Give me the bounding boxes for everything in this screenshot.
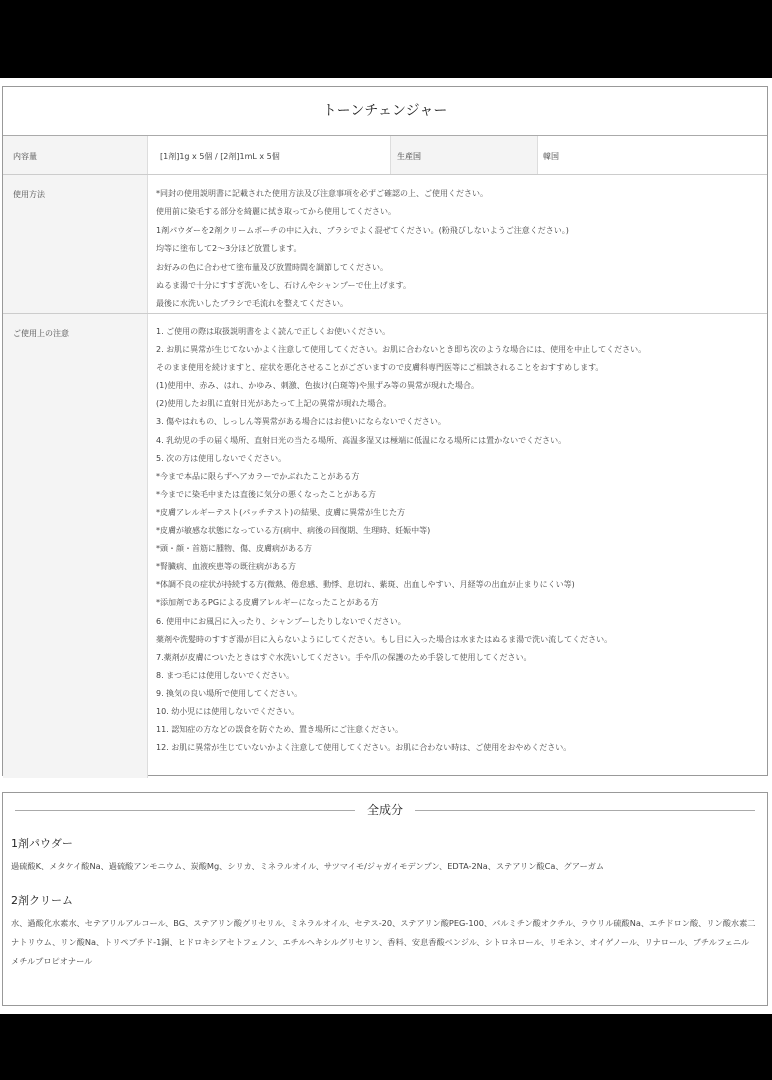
- caution-line: 4. 乳幼児の手の届く場所、直射日光の当たる場所、高温多湿又は極端に低温になる場所には置かないでください。: [156, 435, 567, 445]
- product-title: トーンチェンジャー: [3, 87, 767, 136]
- caution-line: 10. 幼小児には使用しないでください。: [156, 706, 300, 716]
- usage-line: 1剤パウダーを2剤クリームポーチの中に入れ、ブラシでよく混ぜてください。(粉飛びしないようご注意ください。): [156, 225, 569, 235]
- caution-line: *添加剤であるPGによる皮膚アレルギーになったことがある方: [156, 598, 379, 608]
- volume-value: [1剤]1g x 5個 / [2剤]1mL x 5個: [160, 152, 280, 161]
- cream-ingredients: 水、過酸化水素水、セテアリルアルコール、BG、ステアリン酸グリセリル、ミネラルオイル、セテス-20、ステアリン酸PEG-100、パルミチン酸オクチル、ラウリル硫酸Na、エチドロン酸、リン酸水素二ナトリウム、リン酸Na、トリペプチド-1銅、ヒドロキシアセトフェノン、エチルヘキシルグリセリン、香料、安息香酸ベンジル、シトロネロール、リモネン、オイゲノール、リナロール、ブチルフェニルメチルプロピオナール: [11, 918, 756, 966]
- product-page: [0, 78, 772, 1014]
- ingredients-box: [2, 792, 768, 1006]
- origin-value: 韓国: [543, 152, 559, 161]
- caution-line: 7.薬剤が皮膚についたときはすぐ水洗いしてください。手や爪の保護のため手袋して使用してください。: [156, 652, 532, 662]
- volume-row: [3, 136, 767, 175]
- powder-ingredients: 過硫酸K、メタケイ酸Na、過硫酸アンモニウム、炭酸Mg、シリカ、ミネラルオイル、サツマイモ/ジャガイモデンプン、EDTA-2Na、ステアリン酸Ca、グアーガム: [11, 861, 605, 871]
- top-black-bar: [0, 0, 772, 78]
- caution-line: 8. まつ毛には使用しないでください。: [156, 670, 295, 680]
- bottom-black-bar: [0, 1014, 772, 1080]
- caution-line: 1. ご使用の際は取扱説明書をよく読んで正しくお使いください。: [156, 327, 391, 336]
- caution-line: *皮膚アレルギーテスト(パッチテスト)の結果、皮膚に異常が生じた方: [156, 507, 406, 517]
- caution-line: 6. 使用中にお風呂に入ったり、シャンプーしたりしないでください。: [156, 616, 406, 626]
- caution-line: (1)使用中、赤み、はれ、かゆみ、刺激、色抜け(白斑等)や黒ずみ等の異常が現れた場合。: [156, 381, 480, 391]
- caution-line: 3. 傷やはれもの、しっしん等異常がある場合にはお使いにならないでください。: [156, 417, 446, 427]
- caution-line: そのまま使用を続けますと、症状を悪化させることがございますので皮膚科専門医等にご相談されることをおすすめします。: [156, 363, 604, 373]
- caution-line: 11. 認知症の方などの誤食を防ぐため、置き場所にご注意ください。: [156, 725, 403, 735]
- usage-line: お好みの色に合わせて塗布量及び放置時間を調節してください。: [156, 262, 388, 272]
- header-rule-right: [415, 810, 755, 811]
- cream-title: 2剤クリーム: [11, 894, 73, 907]
- caution-line: *頭・顔・首筋に腫物、傷、皮膚病がある方: [156, 544, 312, 554]
- usage-line: 使用前に染毛する部分を綺麗に拭き取ってから使用してください。: [156, 207, 396, 217]
- usage-row: [3, 175, 767, 314]
- powder-title: 1剤パウダー: [11, 837, 73, 850]
- caution-line: *今まで本品に限らずヘアカラーでかぶれたことがある方: [156, 471, 360, 481]
- usage-line: 均等に塗布して2～3分ほど放置します。: [156, 244, 302, 254]
- header-rule-left: [15, 810, 355, 811]
- caution-text: [148, 314, 767, 757]
- usage-line: ぬるま湯で十分にすすぎ洗いをし、石けんやシャンプーで仕上げます。: [156, 280, 412, 290]
- caution-line: 5. 次の方は使用しないでください。: [156, 453, 287, 463]
- caution-line: *体調不良の症状が持続する方(微熱、倦怠感、動悸、息切れ、紫斑、出血しやすい、月経等の出血が止まりにくい等): [156, 580, 575, 590]
- volume-label: 内容量: [3, 136, 148, 174]
- caution-line: 9. 換気の良い場所で使用してください。: [156, 688, 303, 698]
- caution-line: *腎臓病、血液疾患等の既往病がある方: [156, 562, 296, 572]
- usage-text: [148, 175, 767, 314]
- caution-line: *今までに染毛中または直後に気分の悪くなったことがある方: [156, 489, 376, 499]
- usage-line: *同封の使用説明書に記載された使用方法及び注意事項を必ずご確認の上、ご使用ください。: [156, 189, 488, 198]
- usage-line: 最後に水洗いしたブラシで毛流れを整えてください。: [156, 299, 348, 309]
- caution-line: *皮膚が敏感な状態になっている方(病中、病後の回復期、生理時、妊娠中等): [156, 526, 431, 536]
- caution-line: 12. お肌に異常が生じていないかよく注意して使用してください。お肌に合わない時は、ご使用をおやめください。: [156, 743, 572, 753]
- caution-row: [3, 314, 767, 778]
- caution-label: ご使用上の注意: [3, 314, 148, 778]
- caution-line: 2. お肌に異常が生じてないかよく注意して使用してください。お肌に合わないとき即ち次のような場合には、使用を中止してください。: [156, 345, 647, 355]
- caution-line: 薬剤や洗髪時のすすぎ湯が目に入らないようにしてください。もし目に入った場合は水またはぬるま湯で洗い流してください。: [156, 634, 613, 644]
- usage-label: 使用方法: [3, 175, 148, 313]
- ingredients-title: 全成分: [366, 803, 403, 817]
- ingredients-header: [3, 793, 767, 827]
- caution-line: (2)使用したお肌に直射日光があたって上記の異常が現れた場合。: [156, 399, 392, 409]
- spec-table: [2, 86, 768, 776]
- origin-label: 生産国: [390, 136, 538, 174]
